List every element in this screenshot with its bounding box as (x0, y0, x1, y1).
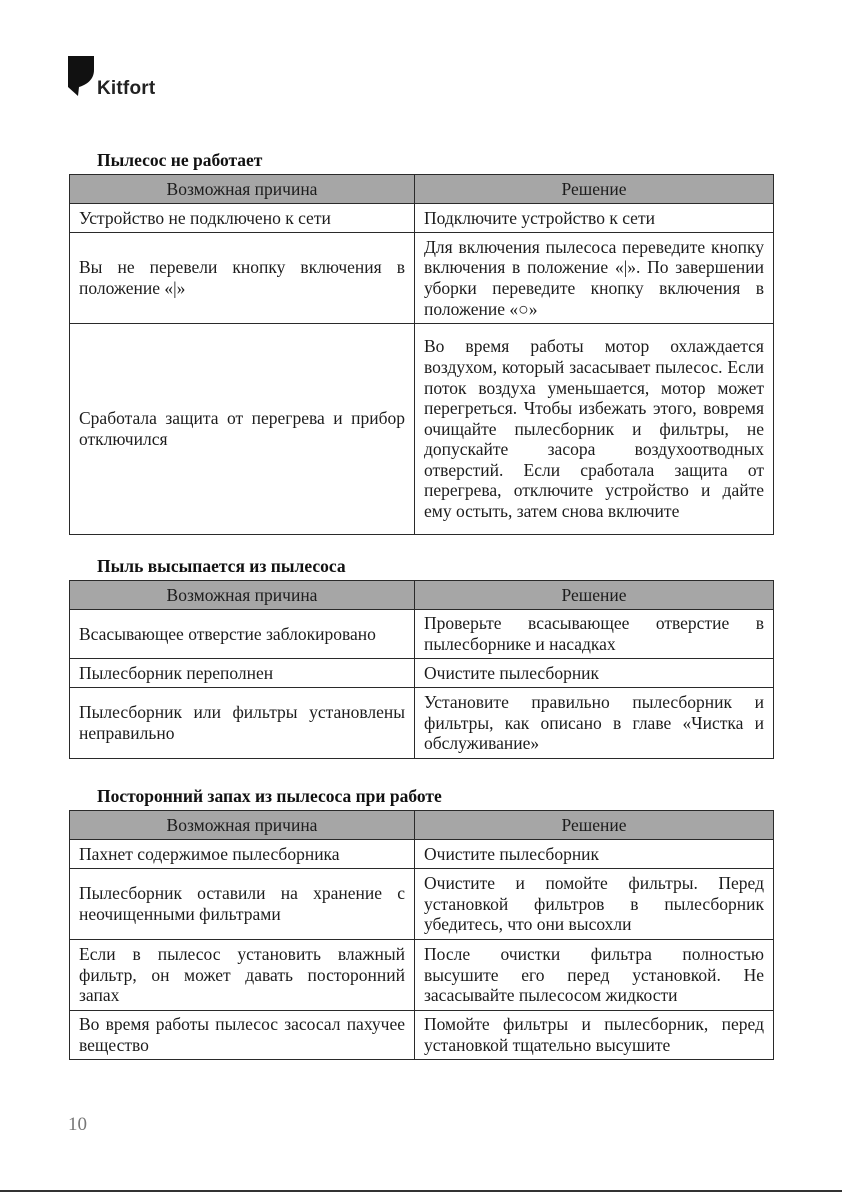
header-solution: Решение (415, 581, 774, 610)
table-row (70, 659, 774, 688)
page-number: 10 (68, 1114, 87, 1135)
section-title: Пыль высыпается из пылесоса (97, 556, 346, 576)
table-row (70, 940, 774, 1011)
table-row (70, 204, 774, 233)
solution-cell: Очистите пылесборник (415, 840, 774, 869)
section-odor (69, 786, 773, 1060)
header-cause: Возможная причина (70, 581, 415, 610)
solution-cell: Подключите устройство к сети (415, 204, 774, 233)
table-row (70, 1011, 774, 1060)
brand-logo (66, 54, 155, 98)
cause-cell: Пылесборник или фильтры установлены неправильно (70, 688, 415, 759)
table-row (70, 324, 774, 535)
page-bottom-divider (0, 1190, 842, 1192)
cause-cell: Вы не перевели кнопку включения в положение «|» (70, 233, 415, 324)
troubleshooting-table (69, 174, 774, 535)
table-row (70, 233, 774, 324)
solution-cell: Для включения пылесоса переведите кнопку включения в положение «|». По завершении уборки переведите кнопку включения в положение «○» (415, 233, 774, 324)
cause-cell: Сработала защита от перегрева и прибор отключился (70, 324, 415, 535)
solution-cell: После очистки фильтра полностью высушите его перед установкой. Не засасывайте пылесосом жидкости (415, 940, 774, 1011)
cause-cell: Пылесборник оставили на хранение с неочищенными фильтрами (70, 869, 415, 940)
table-row (70, 840, 774, 869)
table-row (70, 869, 774, 940)
header-cause: Возможная причина (70, 175, 415, 204)
solution-cell: Помойте фильтры и пылесборник, перед установкой тщательно высушите (415, 1011, 774, 1060)
solution-cell: Очистите и помойте фильтры. Перед установкой фильтров в пылесборник убедитесь, что они высохли (415, 869, 774, 940)
table-header-row (70, 175, 774, 204)
solution-cell: Во время работы мотор охлаждается воздухом, который засасывает пылесос. Если поток воздуха уменьшается, мотор может перегреться. Чтобы избежать этого, вовремя очищайте пылесборник и фильтры, не допускайте засора воздухоотводных отверстий. Если сработала защита от перегрева, отключите устройство и дайте ему остыть, затем снова включите (415, 324, 774, 535)
kitfort-logo-icon (66, 54, 96, 98)
brand-name: Kitfort (97, 78, 156, 99)
cause-cell: Пахнет содержимое пылесборника (70, 840, 415, 869)
section-not-working (69, 150, 773, 535)
table-header-row (70, 811, 774, 840)
solution-cell: Проверьте всасывающее отверстие в пылесборнике и насадках (415, 610, 774, 659)
header-solution: Решение (415, 175, 774, 204)
troubleshooting-table (69, 580, 774, 759)
solution-cell: Установите правильно пылесборник и фильтры, как описано в главе «Чистка и обслуживание» (415, 688, 774, 759)
table-row (70, 610, 774, 659)
troubleshooting-table (69, 810, 774, 1060)
table-header-row (70, 581, 774, 610)
header-cause: Возможная причина (70, 811, 415, 840)
section-title: Посторонний запах из пылесоса при работе (97, 786, 442, 806)
cause-cell: Пылесборник переполнен (70, 659, 415, 688)
cause-cell: Устройство не подключено к сети (70, 204, 415, 233)
section-dust-spills (69, 556, 773, 759)
cause-cell: Всасывающее отверстие заблокировано (70, 610, 415, 659)
header-solution: Решение (415, 811, 774, 840)
cause-cell: Во время работы пылесос засосал пахучее вещество (70, 1011, 415, 1060)
table-row (70, 688, 774, 759)
solution-cell: Очистите пылесборник (415, 659, 774, 688)
section-title: Пылесос не работает (97, 150, 263, 170)
cause-cell: Если в пылесос установить влажный фильтр, он может давать посторонний запах (70, 940, 415, 1011)
